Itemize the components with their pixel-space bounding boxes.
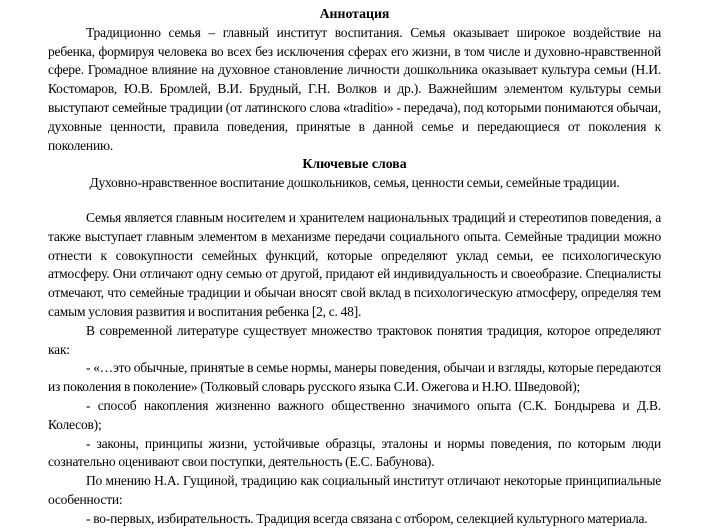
abstract-paragraph: Традиционно семья – главный институт воспитания. Семья оказывает широкое воздействие на ребенка, формируя человека во всех без исключения сферах его жизни, в том числе и духовно-нравственной сфере. Громадное влияние на духовное становление личности дошкольника оказывает культура семьи (Н.И. Костомаров, Ю.В. Бромлей, В.И. Брудный, Г.Н. Волков и др.). Важнейшим элементом культуры семьи выступают семейные традиции (от латинского слова «traditio» - передача), под которыми понимаются обычаи, духовные ценности, правила поведения, принятые в данной семье и передающиеся от поколения к поколению.	[48, 24, 661, 153]
abstract-heading: Аннотация	[319, 6, 390, 21]
body-list-item-babunova-definition: - законы, принципы жизни, устойчивые образцы, эталоны и нормы поведения, по которым люди сознательно оценивают свои поступки, деятельность (Е.С. Бабунова).	[48, 435, 661, 470]
keywords-text: Духовно-нравственное воспитание дошкольников, семья, ценности семьи, семейные традиции.	[89, 175, 620, 191]
body-list-item-bondyreva-definition: - способ накопления жизненно важного общественно значимого опыта (С.К. Бондырева и Д.В. Колесов);	[48, 397, 661, 432]
body-paragraph-family-carrier: Семья является главным носителем и хранителем национальных традиций и стереотипов поведения, а также выступает главным элементом в механизме передачи социального опыта. Семейные традиции можно отнести к совокупности семейных функций, которые определяют уклад семьи, ее психологическую атмосферу. Они отличают одну семью от другой, придают ей индивидуальность и своеобразие. Специалисты отмечают, что семейные традиции и обычаи вносят свой вклад в психологическую атмосферу, определяя тем самым условия развития и воспитания ребенка [2, с. 48].	[48, 209, 661, 319]
body-paragraph-gushchina-features-intro: По мнению Н.А. Гущиной, традицию как социальный институт отличают некоторые принципиальные особенности:	[48, 473, 661, 507]
keywords-heading: Ключевые слова	[302, 156, 407, 172]
body-list-item-selectivity-feature: - во-первых, избирательность. Традиция всегда связана с отбором, селекцией культурного материала.	[86, 510, 648, 526]
body-paragraph-tradition-definitions-intro: В современной литературе существует множество трактовок понятия традиция, которое определяют как:	[48, 322, 661, 357]
body-list-item-ozhegov-definition: - «…это обычные, принятые в семье нормы, манеры поведения, обычаи и взгляды, которые передаются из поколения в поколение» (Толковый словарь русского языка С.И. Ожегова и Н.Ю. Шведовой);	[48, 360, 661, 395]
